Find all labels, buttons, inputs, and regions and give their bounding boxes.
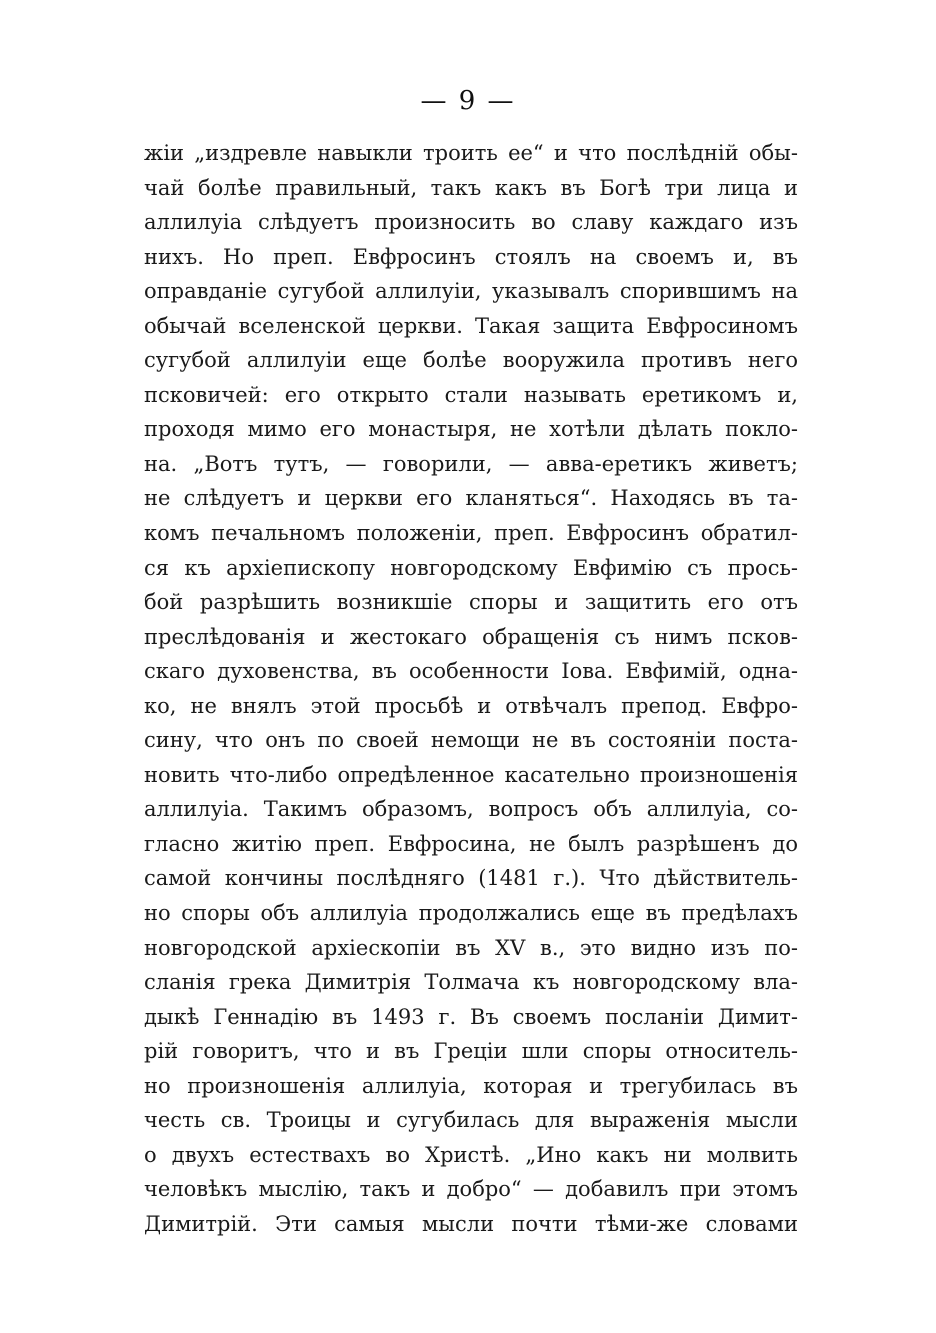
text-line: ко, не внялъ этой просьбѣ и отвѣчалъ препод. Евфро- [144,693,798,718]
text-line: самой кончины послѣдняго (1481 г.). Что дѣйствитель- [144,866,798,891]
text-line: комъ печальномъ положенiи, преп. Евфросинъ обратил- [144,521,798,546]
text-line: сугубой аллилуiи еще болѣе вооружила противъ него [144,348,798,373]
text-line: аллилуiа слѣдуетъ произносить во славу каждаго изъ [144,210,798,235]
text-line: преслѣдованiя и жестокаго обращенiя съ нимъ псков- [144,624,798,649]
text-line: проходя мимо его монастыря, не хотѣли дѣлать покло- [144,417,798,442]
text-line: сланiя грека Димитрiя Толмача къ новгородскому вла- [144,970,798,995]
text-line: нихъ. Но преп. Евфросинъ стоялъ на своемъ и, въ [144,244,798,269]
text-line: о двухъ естествахъ во Христѣ. „Ино какъ ни молвить [144,1142,798,1167]
text-line: человѣкъ мыслiю, такъ и добро“ — добавилъ при этомъ [144,1177,798,1202]
text-line: но споры объ аллилуiа продолжались еще въ предѣлахъ [144,901,798,926]
text-line: честь св. Троицы и сугубилась для выраженiя мысли [144,1108,798,1133]
text-line: оправданiе сугубой аллилуiи, указывалъ спорившимъ на [144,279,798,304]
text-line: аллилуiа. Такимъ образомъ, вопросъ объ аллилуiа, со- [144,797,798,822]
text-line: скаго духовенства, въ особенности Iова. Евфимiй, одна- [144,659,798,684]
text-line: дыкѣ Геннадiю въ 1493 г. Въ своемъ посланiи Димит- [144,1004,798,1029]
text-line: новгородской архiескопiи въ XV в., это видно изъ по- [144,935,798,960]
text-line: чай болѣе правильный, такъ какъ въ Богѣ три лица и [144,175,798,200]
text-line: гласно житiю преп. Евфросина, не былъ разрѣшенъ до [144,831,798,856]
text-line: на. „Вотъ тутъ, — говорили, — авва-еретикъ живетъ; [144,451,798,476]
text-line: новить что-либо опредѣленное касательно произношенiя [144,762,798,787]
text-line: рiй говоритъ, что и въ Грецiи шли споры относитель- [144,1039,798,1064]
page-number: — 9 — [420,86,516,116]
text-line: ся къ архiепископу новгородскому Евфимiю съ прось- [144,555,798,580]
text-line: обычай вселенской церкви. Такая защита Евфросиномъ [144,313,798,338]
text-line: сину, что онъ по своей немощи не въ состоянiи поста- [144,728,798,753]
text-line: бой разрѣшить возникшiе споры и защитить его отъ [144,590,798,615]
text-line: не слѣдуетъ и церкви его кланяться“. Находясь въ та- [144,486,798,511]
text-line: жiи „издревле навыкли троить ее“ и что послѣднiй обы- [144,141,798,165]
body-text [144,136,798,1242]
text-line: но произношенiя аллилуiа, которая и трегубилась въ [144,1073,798,1098]
text-line: псковичей: его открыто стали называть еретикомъ и, [144,382,798,407]
text-line: Димитрiй. Эти самыя мысли почти тѣми-же словами [144,1211,798,1236]
